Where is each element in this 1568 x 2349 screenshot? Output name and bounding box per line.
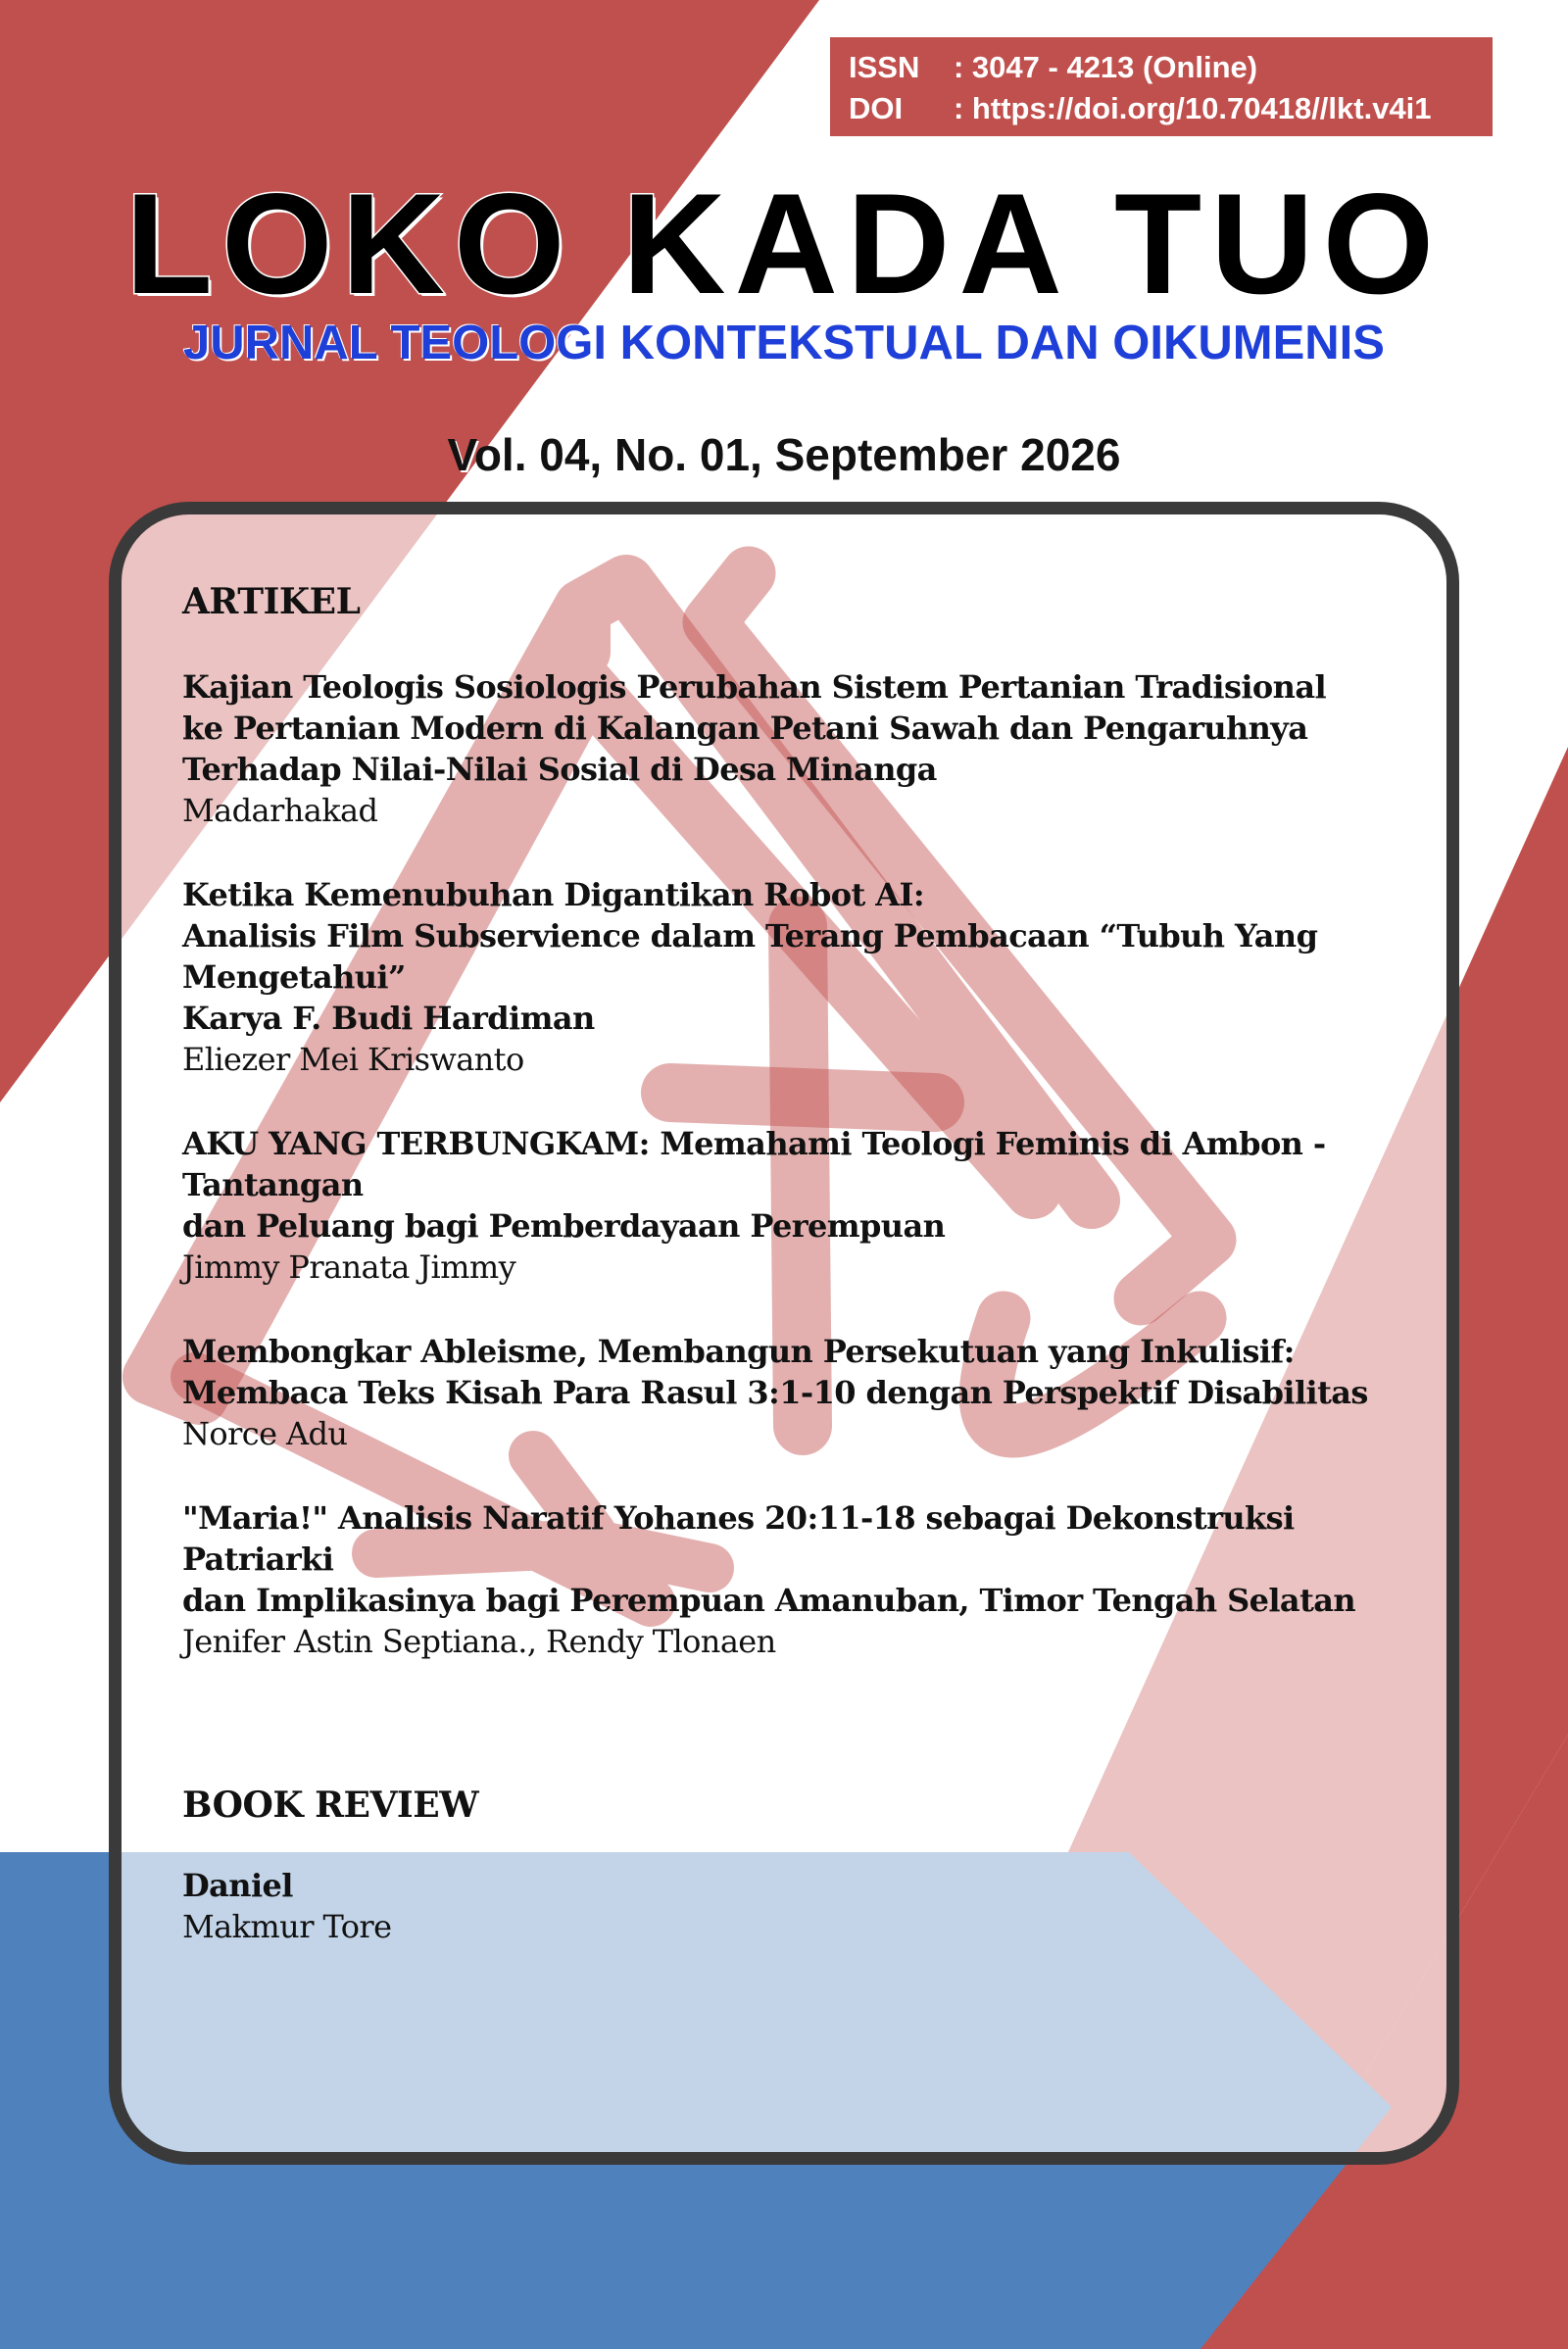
article-title-line: Ketika Kemenubuhan Digantikan Robot AI: — [182, 876, 925, 913]
section-heading-artikel: ARTIKEL — [182, 581, 361, 622]
contents-list — [182, 576, 1446, 1947]
article-title-line: Terhadap Nilai-Nilai Sosial di Desa Minanga — [182, 751, 937, 788]
journal-title: LOKO KADA TUO — [124, 164, 1444, 323]
article-title-line: Karya F. Budi Hardiman — [182, 1000, 595, 1037]
article-title-line: dan Implikasinya bagi Perempuan Amanuban, Timor Tengah Selatan — [182, 1582, 1356, 1619]
article-author: Jenifer Astin Septiana., Rendy Tlonaen — [182, 1623, 776, 1660]
book-review-author: Makmur Tore — [182, 1908, 392, 1945]
article-title — [182, 666, 1446, 790]
section-heading-book-review: BOOK REVIEW — [182, 1785, 479, 1826]
article-title-line: dan Peluang bagi Pemberdayaan Perempuan — [182, 1207, 946, 1245]
article-title-line: AKU YANG TERBUNGKAM: Memahami Teologi Feminis di Ambon - Tantangan — [182, 1125, 1326, 1203]
issn-label: ISSN — [849, 50, 920, 84]
doi-label: DOI — [849, 91, 904, 125]
article-title — [182, 874, 1446, 1039]
book-review-entry[interactable] — [182, 1865, 1446, 1947]
issn-row — [849, 47, 1493, 88]
article-entry[interactable] — [182, 1123, 1446, 1288]
doi-row — [849, 88, 1493, 129]
article-title — [182, 1123, 1446, 1247]
article-entry[interactable] — [182, 666, 1446, 831]
article-title-line: Kajian Teologis Sosiologis Perubahan Sistem Pertanian Tradisional — [182, 668, 1327, 706]
issn-value: : 3047 - 4213 (Online) — [954, 50, 1258, 84]
article-title-line: Membongkar Ableisme, Membangun Persekutuan yang Inkulisif: — [182, 1333, 1295, 1370]
article-title-line: ke Pertanian Modern di Kalangan Petani Sawah dan Pengaruhnya — [182, 710, 1308, 747]
article-author: Jimmy Pranata Jimmy — [182, 1248, 516, 1286]
article-entry[interactable] — [182, 1331, 1446, 1454]
volume-issue-date: Vol. 04, No. 01, September 2026 — [447, 429, 1121, 480]
article-entry[interactable] — [182, 1497, 1446, 1662]
book-review-title — [182, 1865, 1446, 1906]
article-title-line: "Maria!" Analisis Naratif Yohanes 20:11-18 sebagai Dekonstruksi Patriarki — [182, 1499, 1295, 1578]
article-entry[interactable] — [182, 874, 1446, 1080]
article-author: Eliezer Mei Kriswanto — [182, 1041, 524, 1078]
article-title — [182, 1497, 1446, 1621]
article-author: Norce Adu — [182, 1415, 348, 1452]
article-title-line: Membaca Teks Kisah Para Rasul 3:1-10 dengan Perspektif Disabilitas — [182, 1374, 1368, 1411]
doi-value[interactable]: : https://doi.org/10.70418//lkt.v4i1 — [954, 91, 1432, 125]
journal-subtitle: JURNAL TEOLOGI KONTEKSTUAL DAN OIKUMENIS — [183, 317, 1385, 369]
book-review-title-line: Daniel — [182, 1867, 293, 1904]
article-author: Madarhakad — [182, 792, 378, 829]
article-title — [182, 1331, 1446, 1413]
issn-doi-box — [830, 37, 1493, 136]
article-title-line: Analisis Film Subservience dalam Terang Pembacaan “Tubuh Yang Mengetahui” — [182, 917, 1318, 996]
